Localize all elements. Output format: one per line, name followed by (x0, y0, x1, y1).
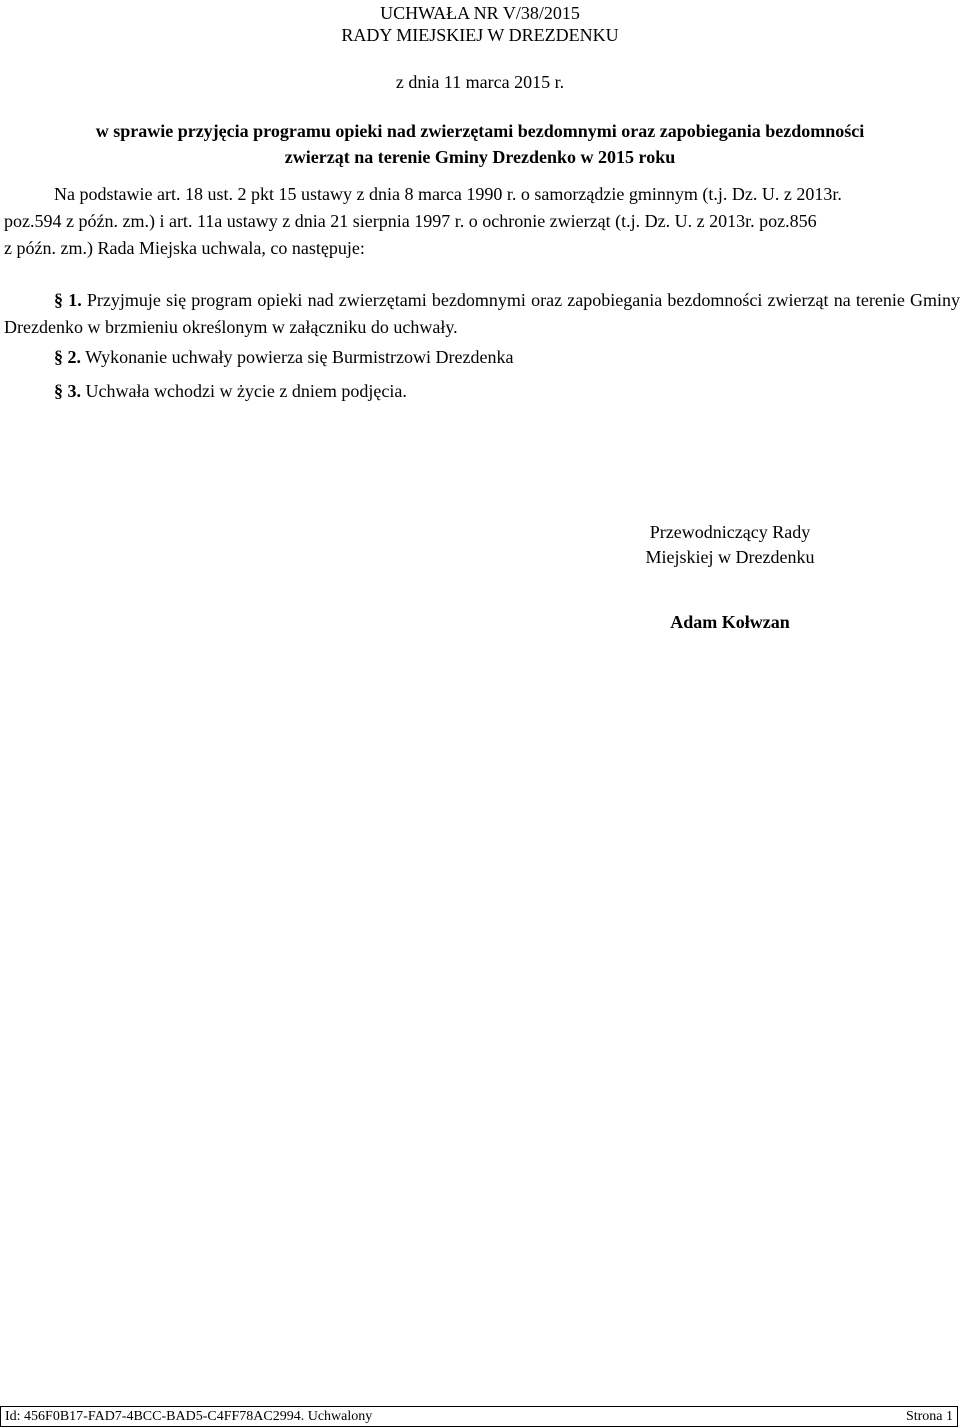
legal-basis-line-2: poz.594 z późn. zm.) i art. 11a ustawy z dnia 21 sierpnia 1997 r. o ochronie zwierząt (t.j. Dz. U. z 2013r. poz.856 (4, 211, 817, 231)
paragraph-3-text: Uchwała wchodzi w życie z dniem podjęcia. (85, 381, 407, 401)
signatory-role-line-2: Miejskiej w Drezdenku (645, 547, 815, 567)
paragraph-1-text: Przyjmuje się program opieki nad zwierzętami bezdomnymi oraz zapobiegania bezdomności zwierząt na terenie Gminy Drezdenko w brzmieniu określonym w załączniku do uchwały. (4, 290, 960, 337)
paragraph-2-text: Wykonanie uchwały powierza się Burmistrzowi Drezdenka (85, 347, 514, 367)
signatory-role (560, 520, 900, 570)
document-id: Id: 456F0B17-FAD7-4BCC-BAD5-C4FF78AC2994. Uchwalony (5, 1409, 373, 1424)
legal-basis-line-1: Na podstawie art. 18 ust. 2 pkt 15 ustawy z dnia 8 marca 1990 r. o samorządzie gminnym (t.j. Dz. U. z 2013r. (54, 184, 842, 204)
legal-basis (4, 181, 960, 262)
title-number: UCHWAŁA NR V/38/2015 (380, 3, 580, 23)
title-council: RADY MIEJSKIEJ W DREZDENKU (341, 25, 619, 45)
page-number: Strona 1 (905, 1409, 953, 1424)
paragraph-3-number: § 3. (54, 381, 81, 401)
resolution-subject (0, 118, 960, 170)
signatory-name: Adam Kołwzan (670, 612, 790, 632)
paragraph-3 (4, 378, 960, 405)
legal-basis-line-3: z późn. zm.) Rada Miejska uchwala, co następuje: (4, 238, 365, 258)
signatory-role-line-1: Przewodniczący Rady (649, 522, 811, 542)
paragraph-1 (4, 287, 960, 341)
resolution-date: z dnia 11 marca 2015 r. (395, 72, 565, 92)
subject-line-2: zwierząt na terenie Gminy Drezdenko w 2015 roku (284, 147, 676, 167)
paragraph-2-number: § 2. (54, 347, 81, 367)
paragraph-2 (4, 344, 960, 371)
page-footer (0, 1406, 958, 1427)
subject-line-1: w sprawie przyjęcia programu opieki nad zwierzętami bezdomnymi oraz zapobiegania bezdomności (95, 121, 865, 141)
resolution-title (0, 2, 960, 46)
paragraph-1-number: § 1. (54, 290, 82, 310)
